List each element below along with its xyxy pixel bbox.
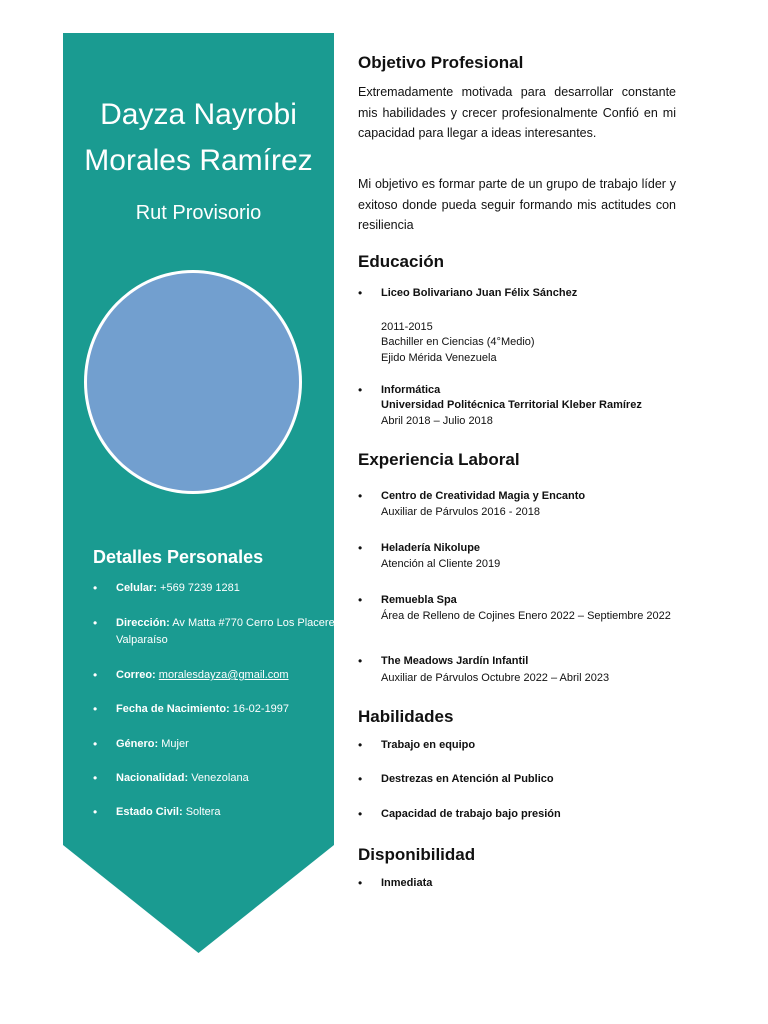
experience-heading: Experiencia Laboral bbox=[358, 450, 520, 469]
detail-value: Mujer bbox=[161, 738, 189, 750]
detail-marital-status bbox=[89, 804, 346, 821]
detail-label: Dirección: bbox=[116, 617, 170, 629]
study-institution: Universidad Politécnica Territorial Kleber Ramírez bbox=[381, 399, 642, 411]
detail-nationality bbox=[89, 770, 346, 787]
company-name: Centro de Creatividad Magia y Encanto bbox=[381, 490, 586, 502]
skills-heading: Habilidades bbox=[358, 707, 454, 726]
company-name: The Meadows Jardín Infantil bbox=[381, 655, 529, 667]
job-role: Atención al Cliente 2019 bbox=[381, 558, 501, 570]
bullet-icon: • bbox=[358, 541, 363, 555]
availability-heading: Disponibilidad bbox=[358, 845, 476, 864]
detail-value: Soltera bbox=[185, 806, 221, 818]
school-degree: Bachiller en Ciencias (4°Medio) bbox=[381, 336, 535, 348]
job-role: Auxiliar de Párvulos Octubre 2022 – Abril 2023 bbox=[381, 672, 610, 684]
job-role: Auxiliar de Párvulos 2016 - 2018 bbox=[381, 506, 540, 518]
company-name: Remuebla Spa bbox=[381, 594, 457, 606]
name-line-1: Dayza Nayrobi bbox=[100, 98, 297, 131]
skill-label: Trabajo en equipo bbox=[381, 739, 476, 751]
detail-value: Av Matta #770 Cerro Los Placeres, Valparaíso bbox=[116, 617, 344, 646]
school-years: 2011-2015 bbox=[381, 321, 433, 333]
detail-label: Nacionalidad: bbox=[116, 772, 189, 784]
personal-details-heading: Detalles Personales bbox=[93, 547, 264, 567]
bullet-icon: • bbox=[358, 738, 363, 752]
name-line-2: Morales Ramírez bbox=[84, 144, 313, 177]
detail-birthdate bbox=[89, 701, 346, 718]
detail-gender bbox=[89, 736, 346, 753]
skill-label: Capacidad de trabajo bajo presión bbox=[381, 808, 561, 820]
school-name: Liceo Bolivariano Juan Félix Sánchez bbox=[381, 287, 578, 299]
bullet-icon: • bbox=[358, 772, 363, 786]
detail-label: Género: bbox=[116, 738, 159, 750]
skill-label: Destrezas en Atención al Publico bbox=[381, 773, 554, 785]
detail-label: Celular: bbox=[116, 582, 157, 594]
detail-address bbox=[89, 615, 346, 648]
detail-value: 16-02-1997 bbox=[232, 703, 290, 715]
objective-paragraph-1: Extremadamente motivada para desarrollar constante mis habilidades y crecer profesionalmente Confió en mi capacidad para llegar a ideas interesantes. bbox=[358, 85, 676, 140]
detail-email bbox=[89, 667, 346, 684]
detail-phone bbox=[89, 580, 346, 597]
study-name: Informática bbox=[381, 384, 441, 396]
job-role: Área de Relleno de Cojines Enero 2022 – Septiembre 2022 bbox=[381, 610, 671, 622]
objective-heading: Objetivo Profesional bbox=[358, 53, 524, 72]
bullet-icon: • bbox=[358, 489, 363, 503]
bullet-icon: • bbox=[358, 286, 363, 300]
objective-paragraph-2: Mi objetivo es formar parte de un grupo de trabajo líder y exitoso donde pueda seguir formando mis actitudes con resiliencia bbox=[358, 177, 676, 232]
detail-value: Venezolana bbox=[191, 772, 249, 784]
company-name: Heladería Nikolupe bbox=[381, 542, 481, 554]
bullet-icon: • bbox=[358, 654, 363, 668]
full-name bbox=[63, 92, 334, 184]
profile-photo-placeholder bbox=[84, 270, 302, 494]
detail-label: Fecha de Nacimiento: bbox=[116, 703, 230, 715]
availability-label: Inmediata bbox=[381, 877, 433, 889]
study-period: Abril 2018 – Julio 2018 bbox=[381, 415, 493, 427]
bullet-icon: • bbox=[358, 593, 363, 607]
detail-label: Estado Civil: bbox=[116, 806, 183, 818]
school-place: Ejido Mérida Venezuela bbox=[381, 352, 497, 364]
bullet-icon: • bbox=[358, 807, 363, 821]
education-heading: Educación bbox=[358, 252, 444, 271]
bullet-icon: • bbox=[358, 876, 363, 890]
email-link[interactable]: moralesdayza@gmail.com bbox=[158, 669, 289, 681]
bullet-icon: • bbox=[358, 383, 363, 397]
detail-label: Correo: bbox=[116, 669, 156, 681]
detail-value: +569 7239 1281 bbox=[160, 582, 240, 594]
subtitle: Rut Provisorio bbox=[135, 202, 262, 224]
